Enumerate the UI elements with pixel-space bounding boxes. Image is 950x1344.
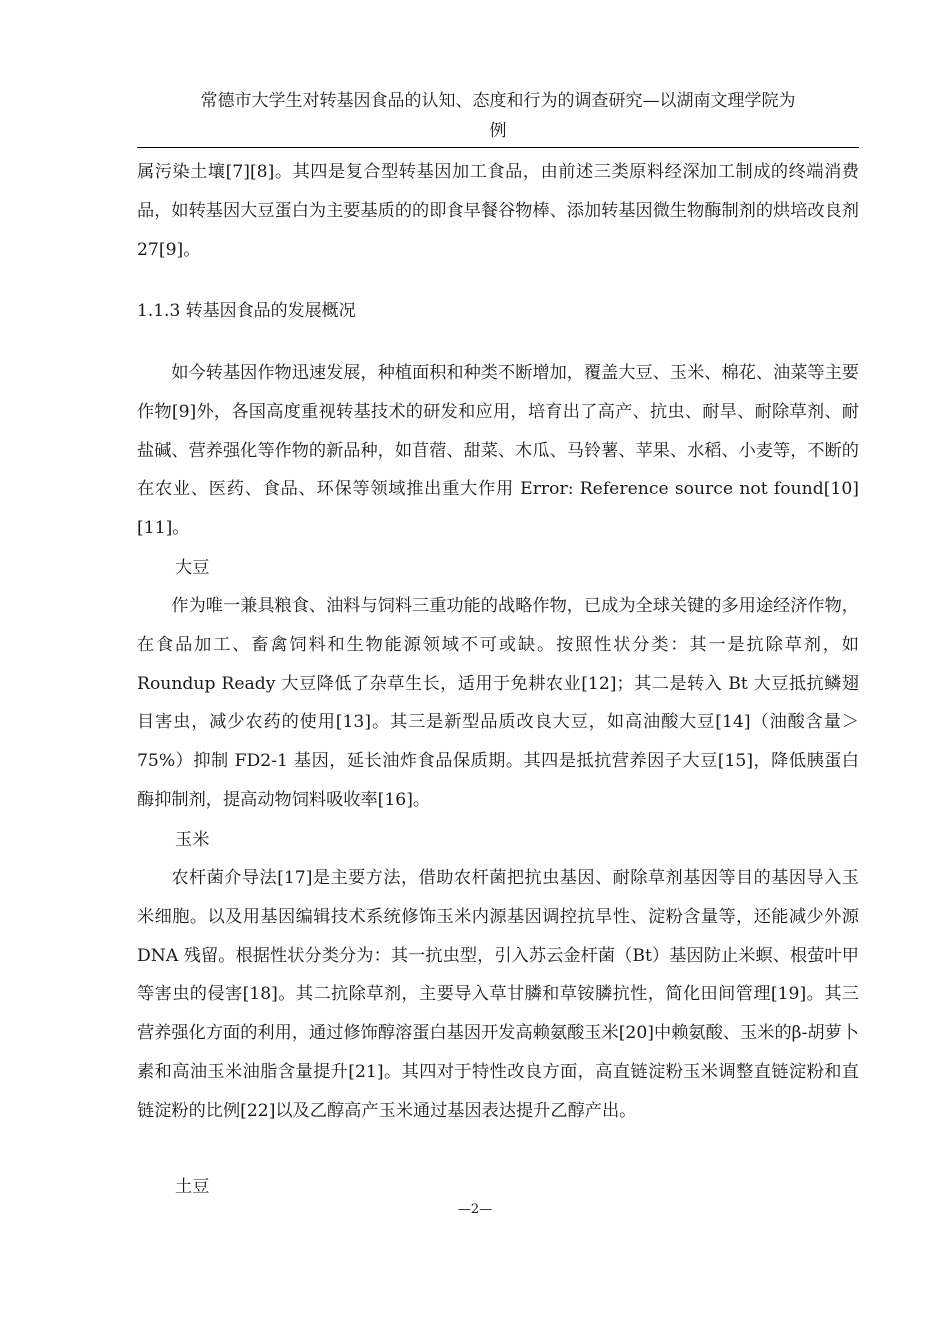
paragraph-corn: 农杆菌介导法[17]是主要方法，借助农杆菌把抗虫基因、耐除草剂基因等目的基因导入玉米细胞。以及用基因编辑技术系统修饰玉米内源基因调控抗旱性、淀粉含量等，还能减少外源 DNA 残留。根据性状分类分为：其一抗虫型，引入苏云金杆菌（Bt）基因防止米螟、根萤叶甲等害虫的侵害[18]。其二抗除草剂，主要导入草甘膦和草铵膦抗性，简化田间管理[19]。其三营养强化方面的利用，通过修饰醇溶蛋白基因开发高赖氨酸玉米[20]中赖氨酸、玉米的β-胡萝卜素和高油玉米油脂含量提升[21]。其四对于特性改良方面，高直链淀粉玉米调整直链淀粉和直链淀粉的比例[22]以及乙醇高产玉米通过基因表达提升乙醇产出。 [137, 868, 859, 1121]
header-title-line-2: 例 [489, 121, 507, 141]
subheading-soybean: 大豆 [175, 558, 210, 578]
paragraph-development-overview: 如今转基因作物迅速发展，种植面积和种类不断增加，覆盖大豆、玉米、棉花、油菜等主要作物[9]外，各国高度重视转基技术的研发和应用，培育出了高产、抗虫、耐旱、耐除草剂、耐盐碱、营养强化等作物的新品种，如苜蓿、甜菜、木瓜、马铃薯、苹果、水稻、小麦等，不断的在农业、医药、食品、环保等领域推出重大作用 Error: Reference source not found[10][11]。 [137, 363, 859, 539]
page-number: —2— [457, 1202, 493, 1217]
header-title-line-1: 常德市大学生对转基因食品的认知、态度和行为的调查研究—以湖南文理学院为 [200, 91, 796, 111]
subheading-potato: 土豆 [175, 1177, 210, 1197]
paragraph-soybean: 作为唯一兼具粮食、油料与饲料三重功能的战略作物，已成为全球关键的多用途经济作物，在食品加工、畜禽饲料和生物能源领域不可或缺。按照性状分类：其一是抗除草剂，如 Roundup Ready 大豆降低了杂草生长，适用于免耕农业[12]；其二是转入 Bt 大豆抵抗鳞翅目害虫，减少农药的使用[13]。其三是新型品质改良大豆，如高油酸大豆[14]（油酸含量＞75%）抑制 FD2-1 基因，延长油炸食品保质期。其四是抵抗营养因子大豆[15]，降低胰蛋白酶抑制剂，提高动物饲料吸收率[16]。 [137, 596, 859, 810]
paragraph-continuation: 属污染土壤[7][8]。其四是复合型转基因加工食品，由前述三类原料经深加工制成的终端消费品，如转基因大豆蛋白为主要基质的的即食早餐谷物棒、添加转基因微生物酶制剂的烘培改良剂27[9]。 [137, 162, 859, 260]
running-header [137, 86, 859, 146]
subheading-corn: 玉米 [175, 830, 210, 850]
section-heading: 1.1.3 转基因食品的发展概况 [137, 301, 356, 321]
header-divider [137, 147, 859, 148]
